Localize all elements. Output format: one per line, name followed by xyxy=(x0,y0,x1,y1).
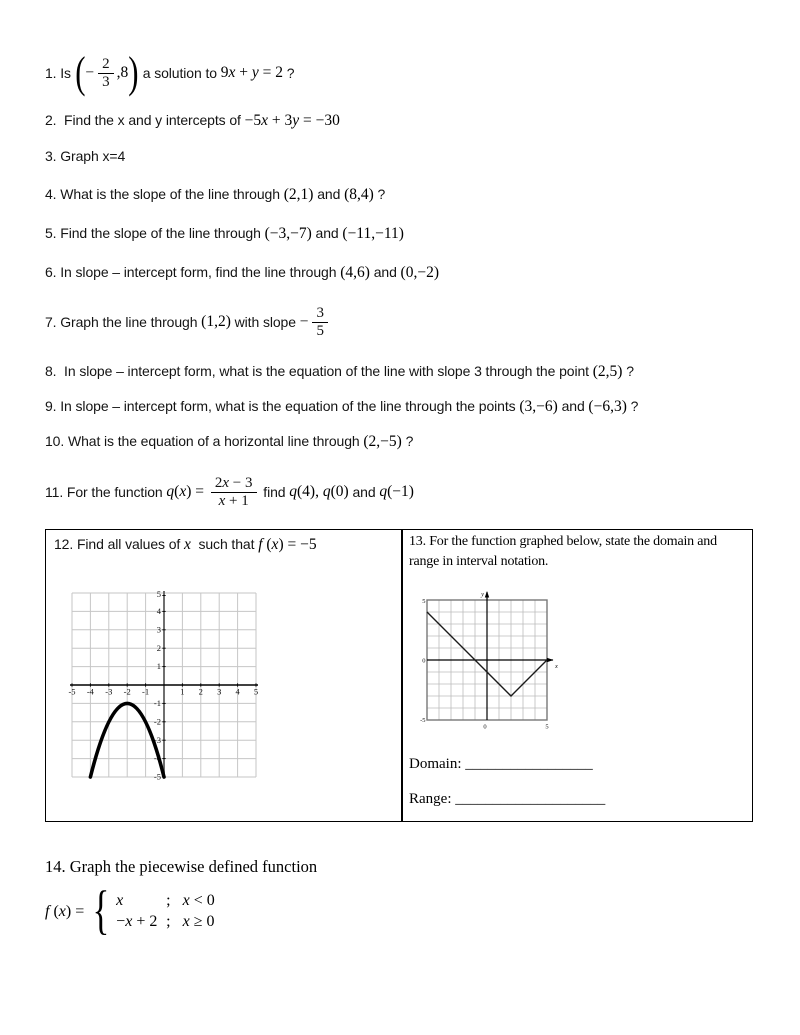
piecewise-row-2 xyxy=(116,913,215,931)
question-text: 3. Graph x=4 xyxy=(45,148,126,164)
svg-text:-5: -5 xyxy=(68,686,76,697)
question-11 xyxy=(45,469,414,515)
piecewise-row-1 xyxy=(116,892,215,910)
svg-text:-5: -5 xyxy=(420,717,426,724)
question-text: and xyxy=(348,484,380,500)
question-10 xyxy=(45,433,413,451)
big-parenthesis: ( xyxy=(74,48,86,98)
svg-text:-3: -3 xyxy=(153,734,161,745)
parabola-graph xyxy=(52,587,264,787)
piecewise-brace: { xyxy=(92,880,110,940)
y-axis-arrow xyxy=(485,591,489,598)
svg-text:3: 3 xyxy=(156,624,161,635)
math-text: −5x + 3y = −30 xyxy=(244,112,340,129)
math-text: f (x) = −5 xyxy=(258,536,317,553)
question-14-piecewise-formula xyxy=(45,880,215,940)
domain-blank-line xyxy=(409,756,593,773)
domain-label: Domain: xyxy=(409,756,466,772)
question-13-cell xyxy=(403,530,752,821)
math-text: x xyxy=(184,536,191,553)
fraction-sign: − xyxy=(299,313,309,330)
v-shape-graph xyxy=(412,588,567,738)
svg-text:2: 2 xyxy=(198,686,203,697)
question-text: ? xyxy=(626,398,639,414)
svg-text:x: x xyxy=(555,663,558,670)
svg-text:5: 5 xyxy=(253,686,259,697)
piece-condition: x ≥ 0 xyxy=(182,913,215,931)
question-text: find xyxy=(259,484,290,500)
question-8 xyxy=(45,363,634,381)
svg-text:4: 4 xyxy=(156,606,161,616)
math-text: (2,−5) xyxy=(363,433,402,450)
range-blank-line xyxy=(409,791,605,808)
question-text: ? xyxy=(283,65,295,81)
question-text: and xyxy=(313,186,345,202)
svg-text:5: 5 xyxy=(545,723,549,731)
math-text: q(x) = xyxy=(166,483,208,500)
question-12-cell xyxy=(46,530,401,821)
question-text: 7. Graph the line through xyxy=(45,314,202,330)
math-text: 9x + y = 2 xyxy=(220,64,283,81)
math-fraction: − $\frac{3}{5}$ xyxy=(300,305,331,340)
svg-text:-5: -5 xyxy=(153,771,161,782)
question-text: 1. Is xyxy=(45,65,75,81)
question-table xyxy=(45,529,753,822)
question-text: a solution to xyxy=(138,65,221,81)
svg-text:-4: -4 xyxy=(153,753,161,764)
question-text: with slope xyxy=(230,314,300,330)
svg-text:5: 5 xyxy=(156,589,161,599)
svg-text:1: 1 xyxy=(180,686,185,697)
question-text: and xyxy=(557,398,589,414)
math-text: (2,5) xyxy=(592,363,623,380)
svg-text:1: 1 xyxy=(156,661,161,672)
svg-text:-2: -2 xyxy=(123,686,131,697)
question-text: 11. For the function xyxy=(45,484,167,500)
svg-text:-1: -1 xyxy=(153,698,161,708)
question-3 xyxy=(45,148,125,164)
math-fraction: $\frac{2x - 3}{x + 1}$ xyxy=(208,475,260,510)
piece-separator: ; xyxy=(166,892,171,910)
svg-text:5: 5 xyxy=(422,598,426,605)
question-5 xyxy=(45,225,404,243)
math-text: (2,1) xyxy=(283,186,314,203)
fraction-sign: − xyxy=(85,64,95,81)
piece-separator: ; xyxy=(166,913,171,931)
question-14-title: 14. Graph the piecewise defined function xyxy=(45,857,318,876)
piece-expression: −x + 2 xyxy=(116,913,158,931)
x-axis-arrow xyxy=(547,658,554,662)
question-2 xyxy=(45,112,340,130)
question-text: 10. What is the equation of a horizontal line through xyxy=(45,433,364,449)
svg-text:4: 4 xyxy=(235,686,240,697)
question-12-text xyxy=(54,536,317,554)
question-text: and xyxy=(369,264,401,280)
math-text: (0,−2) xyxy=(400,264,439,281)
piece-condition: x < 0 xyxy=(182,892,215,910)
math-text: (−6,3) xyxy=(588,398,627,415)
domain-blank: _________________ xyxy=(465,756,593,772)
svg-text:-3: -3 xyxy=(105,686,113,697)
question-text: 5. Find the slope of the line through xyxy=(45,225,265,241)
piecewise-rows xyxy=(116,892,215,931)
math-text: (−3,−7) xyxy=(264,225,312,242)
big-parenthesis: ) xyxy=(128,48,139,98)
svg-text:0: 0 xyxy=(483,723,487,731)
table-column-divider xyxy=(401,530,403,821)
svg-text:2: 2 xyxy=(156,642,161,653)
math-text: (1,2) xyxy=(201,313,231,330)
function-notation: f (x) = xyxy=(45,902,89,920)
question-text: such that xyxy=(190,536,259,552)
svg-text:-2: -2 xyxy=(153,716,161,727)
svg-text:-4: -4 xyxy=(86,686,94,697)
svg-text:0: 0 xyxy=(422,657,426,665)
math-fraction: − $\frac{2}{3}$ xyxy=(85,56,116,91)
svg-text:3: 3 xyxy=(217,686,222,697)
question-text: 8. In slope – intercept form, what is the equation of the line with slope 3 through the point xyxy=(45,363,593,379)
math-text: (8,4) xyxy=(344,186,374,203)
range-label: Range: xyxy=(409,791,456,807)
question-9 xyxy=(45,398,638,416)
range-blank: ____________________ xyxy=(455,791,606,807)
question-1 xyxy=(45,47,294,99)
question-text: ? xyxy=(622,363,634,379)
math-text: (−11,−11) xyxy=(342,225,404,242)
svg-text:-1: -1 xyxy=(142,686,150,697)
piece-expression: x xyxy=(116,892,124,910)
question-6 xyxy=(45,264,439,282)
math-text: q(−1) xyxy=(379,483,414,500)
math-text: (3,−6) xyxy=(519,398,558,415)
question-text: 4. What is the slope of the line through xyxy=(45,186,284,202)
question-4 xyxy=(45,186,385,204)
question-7 xyxy=(45,299,331,345)
math-text: q(4), q(0) xyxy=(289,483,349,500)
question-13-text-line-1: 13. For the function graphed below, state the domain and xyxy=(409,534,717,549)
question-text: 6. In slope – intercept form, find the line through xyxy=(45,264,341,280)
question-text: 12. Find all values of xyxy=(54,536,184,552)
question-text: 9. In slope – intercept form, what is the equation of the line through the points xyxy=(45,398,520,414)
question-13-text-line-2: range in interval notation. xyxy=(409,554,549,569)
math-text: (4,6) xyxy=(340,264,370,281)
question-text: and xyxy=(311,225,343,241)
svg-text:y: y xyxy=(481,591,484,598)
question-text: ? xyxy=(373,186,386,202)
question-text: 2. Find the x and y intercepts of xyxy=(45,112,245,128)
math-text: ,8 xyxy=(116,64,129,81)
question-text: ? xyxy=(401,433,414,449)
